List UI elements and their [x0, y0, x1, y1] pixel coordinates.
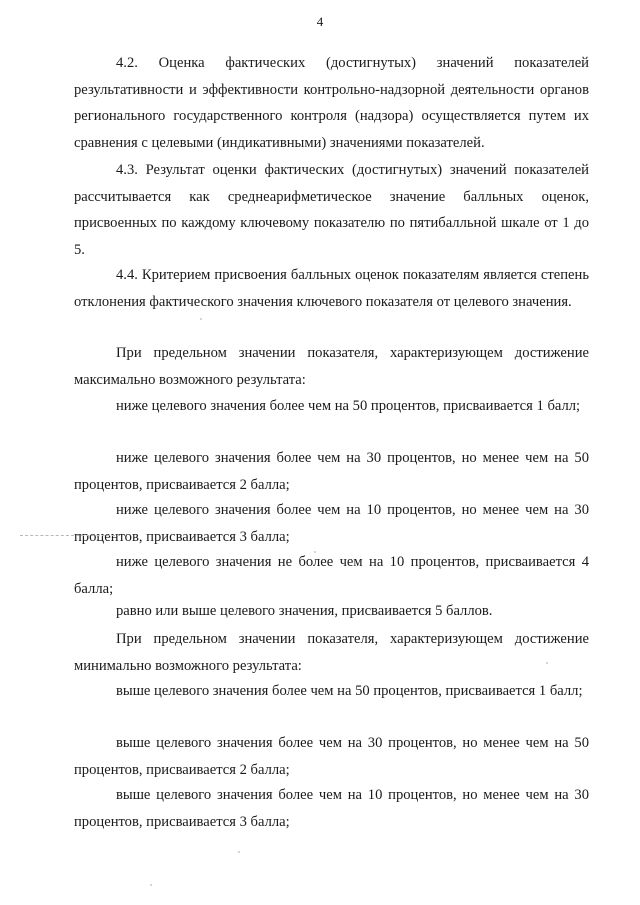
list-item-min-2: выше целевого значения более чем на 30 процентов, но менее чем на 50 процентов, присваивается 2 балла; — [74, 735, 589, 778]
paragraph-max-result-intro: При предельном значении показателя, характеризующем достижение максимально возможного результата: — [74, 345, 589, 388]
list-item-min-3: выше целевого значения более чем на 10 процентов, но менее чем на 30 процентов, присваивается 3 балла; — [74, 787, 589, 830]
list-item-max-1: ниже целевого значения более чем на 50 процентов, присваивается 1 балл; — [116, 398, 581, 414]
scan-artifact-line — [20, 535, 120, 536]
scan-speck — [150, 884, 152, 886]
list-item-max-5: равно или выше целевого значения, присваивается 5 баллов. — [116, 603, 493, 619]
scan-speck — [238, 851, 240, 853]
paragraph-4-2: 4.2. Оценка фактических (достигнутых) значений показателей результативности и эффективности контрольно-надзорной деятельности органов регионального государственного контроля (надзора) осуществляется путем их сравнения с целевыми (индикативными) значениями показателей. — [74, 55, 589, 151]
scan-speck — [314, 551, 316, 553]
list-item-max-3: ниже целевого значения более чем на 10 процентов, но менее чем на 30 процентов, присваивается 3 балла; — [74, 502, 589, 545]
list-item-max-4: ниже целевого значения не более чем на 10 процентов, присваивается 4 балла; — [74, 554, 589, 597]
list-item-min-1: выше целевого значения более чем на 50 процентов, присваивается 1 балл; — [116, 683, 583, 699]
scan-speck — [546, 662, 548, 664]
page-number: 4 — [316, 14, 324, 29]
paragraph-4-3: 4.3. Результат оценки фактических (достигнутых) значений показателей рассчитывается как среднеарифметическое значение балльных оценок, присвоенных по каждому ключевому показателю по пятибалльной шкале от 1 до 5. — [74, 162, 589, 258]
paragraph-4-4: 4.4. Критерием присвоения балльных оценок показателям является степень отклонения фактического значения ключевого показателя от целевого значения. — [74, 267, 589, 310]
list-item-max-2: ниже целевого значения более чем на 30 процентов, но менее чем на 50 процентов, присваивается 2 балла; — [74, 450, 589, 493]
scan-speck — [200, 318, 202, 320]
paragraph-min-result-intro: При предельном значении показателя, характеризующем достижение минимально возможного результата: — [74, 631, 589, 674]
